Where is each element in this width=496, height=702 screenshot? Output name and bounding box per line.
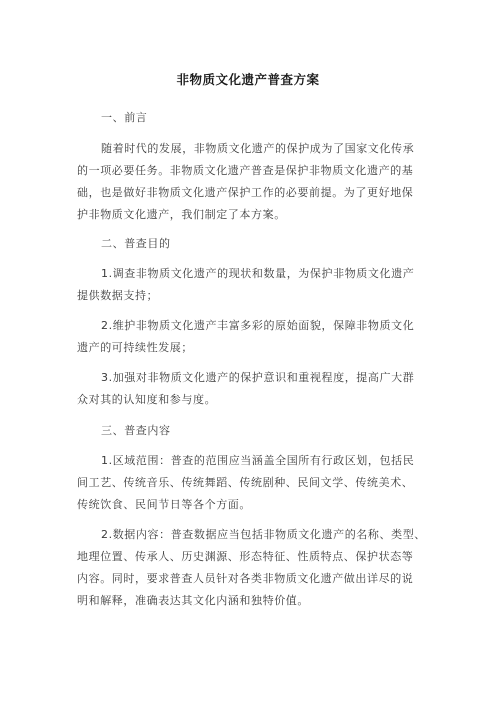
section-heading-content: 三、普查内容	[101, 424, 171, 437]
paragraph-line: 2.数据内容：普查数据应当包括非物质文化遗产的名称、类型、	[101, 528, 426, 541]
paragraph-line: 1.区域范围：普查的范围应当涵盖全国所有行政区划，包括民	[101, 454, 415, 467]
paragraph-line: 随着时代的发展，非物质文化遗产的保护成为了国家文化传承	[101, 142, 415, 155]
paragraph-line: 明和解释，准确表达其文化内涵和独特价值。	[77, 594, 309, 607]
paragraph-line: 遗产的可持续性发展；	[77, 341, 193, 354]
paragraph-line: 传统饮食、民间节日等各个方面。	[77, 498, 251, 511]
paragraph-line: 众对其的认知度和参与度。	[77, 393, 217, 406]
paragraph-line: 内容。同时，要求普查人员针对各类非物质文化遗产做出详尽的说	[77, 572, 414, 585]
paragraph-line: 3.加强对非物质文化遗产的保护意识和重视程度，提高广大群	[101, 371, 415, 384]
paragraph-line: 的一项必要任务。非物质文化遗产普查是保护非物质文化遗产的基	[77, 164, 414, 177]
paragraph-line: 护非物质文化遗产，我们制定了本方案。	[77, 208, 286, 221]
paragraph-line: 1.调查非物质文化遗产的现状和数量，为保护非物质文化遗产	[101, 267, 415, 280]
section-heading-purpose: 二、普查目的	[101, 237, 171, 250]
paragraph-line: 2.维护非物质文化遗产丰富多彩的原始面貌，保障非物质文化	[101, 319, 415, 332]
paragraph-line: 础，也是做好非物质文化遗产保护工作的必要前提。为了更好地保	[77, 186, 414, 199]
document-title: 非物质文化遗产普查方案	[176, 72, 320, 87]
section-heading-foreword: 一、前言	[101, 111, 148, 124]
paragraph-line: 提供数据支持；	[77, 289, 159, 302]
paragraph-line: 地理位置、传承人、历史渊源、形态特征、性质特点、保护状态等	[77, 550, 414, 563]
paragraph-line: 间工艺、传统音乐、传统舞蹈、传统剧种、民间文学、传统美术、	[77, 476, 414, 489]
